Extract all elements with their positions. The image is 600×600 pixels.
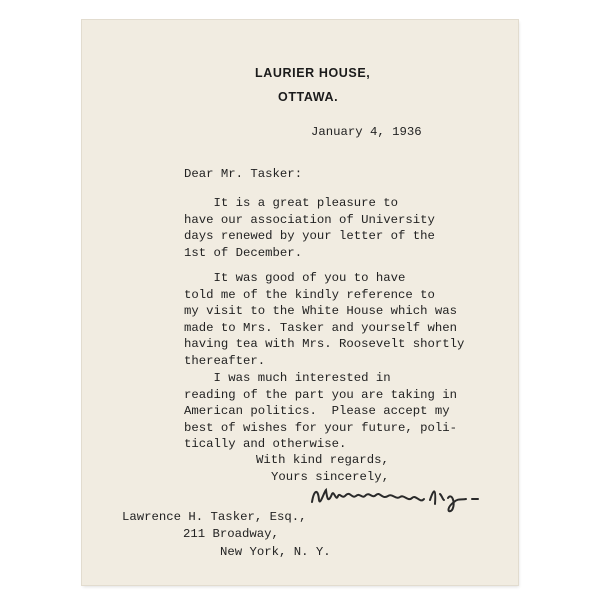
letterhead-line-1: LAURIER HOUSE,: [255, 66, 371, 80]
signature-image: [302, 480, 482, 514]
salutation: Dear Mr. Tasker:: [184, 167, 303, 181]
closing-sincerely: Yours sincerely,: [271, 470, 390, 484]
paragraph-1: It is a great pleasure to have our association of University days renewed by your letter of the 1st of December.: [184, 196, 435, 260]
address-line-2: 211 Broadway,: [183, 527, 279, 541]
paragraph-2: It was good of you to have told me of the kindly reference to my visit to the White House which was made to Mrs. Tasker and yourself when having tea with Mrs. Roosevelt shortly thereafter.: [184, 271, 465, 368]
paragraph-3: I was much interested in reading of the part you are taking in American politics. Please accept my best of wishes for your future, poli- tically and otherwise.: [184, 371, 458, 452]
letter-date: January 4, 1936: [311, 125, 422, 139]
letterhead-line-2: OTTAWA.: [278, 90, 339, 104]
address-line-1: Lawrence H. Tasker, Esq.,: [122, 510, 307, 524]
closing-regards: With kind regards,: [256, 453, 389, 467]
address-line-3: New York, N. Y.: [220, 545, 331, 559]
